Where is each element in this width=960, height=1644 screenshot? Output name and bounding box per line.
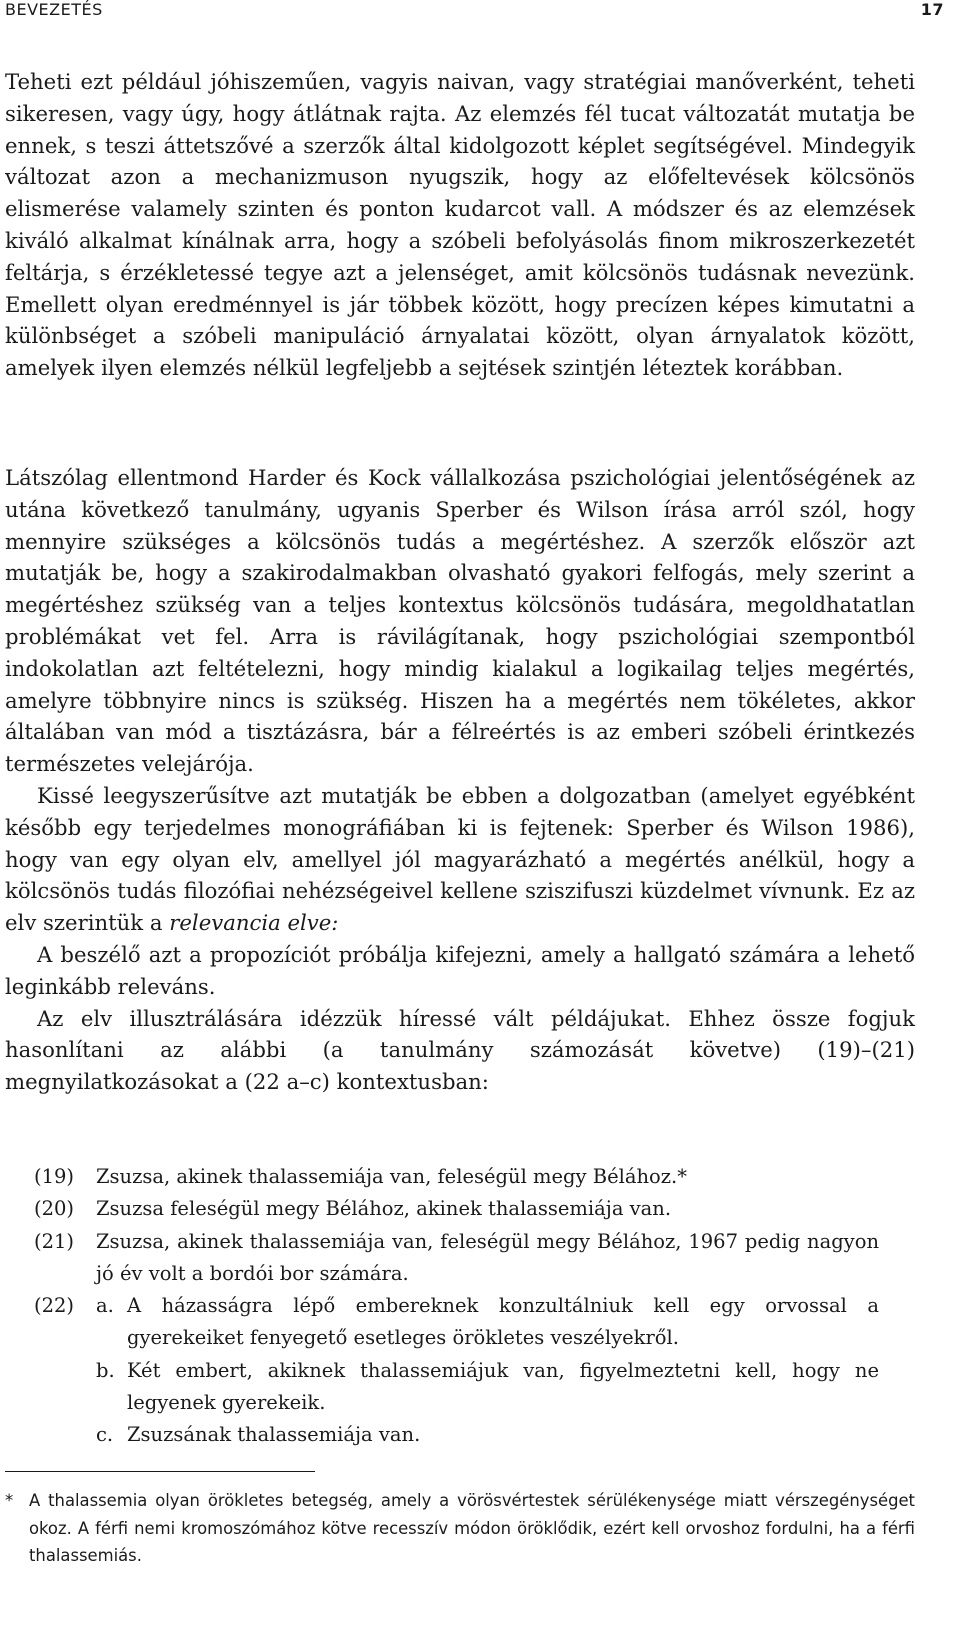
example-text: Zsuzsa, akinek thalassemiája van, feleségül megy Bélához, 1967 pedig nagyon jó év volt a bordói bor számára. xyxy=(96,1229,879,1285)
example-item xyxy=(5,1226,915,1291)
context-letter: a. xyxy=(96,1294,114,1318)
example-number: (19) xyxy=(34,1165,75,1188)
context-letter: b. xyxy=(96,1358,115,1382)
context-item xyxy=(96,1355,879,1420)
footnote-mark: * xyxy=(5,1491,14,1510)
context-item xyxy=(96,1290,879,1355)
footnote xyxy=(5,1487,915,1570)
footnote-text: A thalassemia olyan örökletes betegség, amely a vörösvértestek sérülékenysége miatt vérszegénységet okoz. A férfi nemi kromoszómához kötve recesszív módon öröklődik, ezért kell orvoshoz fordulni, ha a férfi thalassemiás. xyxy=(29,1491,915,1565)
paragraph xyxy=(5,780,915,939)
page-header xyxy=(5,0,944,26)
context-letter: c. xyxy=(96,1423,114,1447)
paragraph: Az elv illusztrálására idézzük híressé vált példájukat. Ehhez össze fogjuk hasonlítani az alábbi (a tanulmány számozását követve) (19)–(21) megnyilatkozásokat a (22 a–c) kontextusban: xyxy=(5,1005,915,1095)
example-item xyxy=(5,1290,915,1451)
example-item xyxy=(5,1193,915,1225)
example-list xyxy=(5,1161,915,1452)
context-text: Két embert, akiknek thalassemiájuk van, figyelmeztetni kell, hogy ne legyenek gyerekeik. xyxy=(127,1358,879,1415)
context-text: A házasságra lépő embereknek konzultálniuk kell egy orvossal a gyerekeiket fenyegető esetleges örökletes veszélyekről. xyxy=(127,1294,879,1350)
body-section-2 xyxy=(5,462,915,1098)
example-number: (20) xyxy=(34,1197,75,1221)
context-text: Zsuzsának thalassemiája van. xyxy=(127,1423,421,1447)
example-text: Zsuzsa, akinek thalassemiája van, feleségül megy Bélához.* xyxy=(96,1165,688,1188)
page-number: 17 xyxy=(920,0,944,19)
example-number: (22) xyxy=(34,1294,75,1318)
context-list xyxy=(96,1290,915,1451)
paragraph: Látszólag ellentmond Harder és Kock vállalkozása pszichológiai jelentőségének az utána következő tanulmány, ugyanis Sperber és Wilson írása arról szól, hogy mennyire szükséges a kölcsönös tudás a megértéshez. A szerzők először azt mutatják be, hogy a szakirodalmakban olvasható gyakori felfogás, mely szerint a megértéshez szükség van a teljes kontextus kölcsönös tudására, megoldhatatlan problémákat vet fel. Arra is rávilágítanak, hogy pszichológiai szempontból indokolatlan azt feltételezni, hogy mindig kialakul a logikailag teljes megértés, amelyre többnyire nincs is szükség. Hiszen ha a megértés nem tökéletes, akkor általában van mód a tisztázásra, bár a félreértés is az emberi szóbeli érintkezés természetes velejárója. xyxy=(5,465,915,777)
running-head: BEVEZETÉS xyxy=(5,0,103,19)
context-item xyxy=(96,1419,879,1451)
paragraph: Teheti ezt például jóhiszeműen, vagyis naivan, vagy stratégiai manőverként, teheti sikeresen, vagy úgy, hogy átlátnak rajta. Az elemzés fél tucat változatát mutatja be ennek, s teszi áttetszővé a szerzők által kidolgozott képlet segítségével. Mindegyik változat azon a mechanizmuson nyugszik, hogy az előfeltevések kölcsönös elismerése valamely szinten és ponton kudarcot vall. A módszer és az elemzések kiváló alkalmat kínálnak arra, hogy a szóbeli befolyásolás finom mikroszerkezetét feltárja, s érzékletessé tegye azt a jelenséget, amit kölcsönös tudásnak nevezünk. Emellett olyan eredménnyel is jár többek között, hogy precízen képes kimutatni a különbséget a szóbeli manipuláció árnyalatai között, olyan árnyalatok között, amelyek ilyen elemzés nélkül legfeljebb a sejtések szintjén léteztek korábban. xyxy=(5,69,915,381)
relevance-principle-term: relevancia elve: xyxy=(169,910,339,936)
body-section-1 xyxy=(5,66,915,384)
example-text: Zsuzsa feleségül megy Bélához, akinek thalassemiája van. xyxy=(96,1197,672,1221)
footnote-divider xyxy=(5,1471,315,1472)
example-item xyxy=(5,1161,915,1193)
relevance-principle: A beszélő azt a propozíciót próbálja kifejezni, amely a hallgató számára a lehető leginkább releváns. xyxy=(5,941,915,999)
example-number: (21) xyxy=(34,1229,75,1253)
paragraph-text: Kissé leegyszerűsítve azt mutatják be ebben a dolgozatban (amelyet egyébként később egy terjedelmes monográfiában ki is fejtenek: Sperber és Wilson 1986), hogy van egy olyan elv, amellyel jól magyarázható a megértés anélkül, hogy a kölcsönös tudás filozófiai nehézségeivel kellene sziszifuszi küzdelmet vívnunk. Ez az elv szerintük a xyxy=(5,782,915,936)
